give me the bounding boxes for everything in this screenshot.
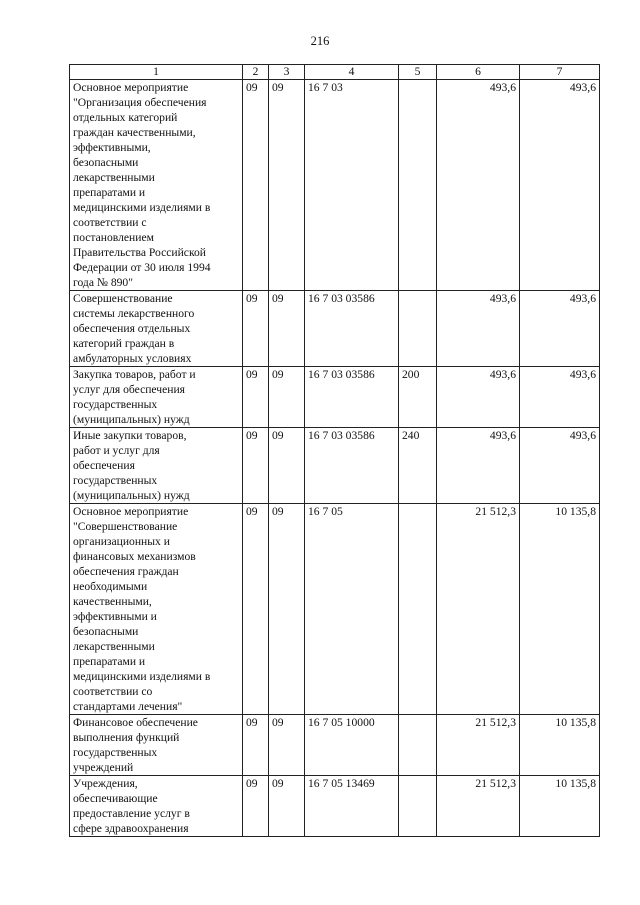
- expense-type-code: 240: [399, 428, 437, 504]
- table-row: [70, 367, 600, 428]
- expense-type-code: [399, 504, 437, 715]
- column-header: 4: [305, 65, 399, 80]
- amount-col7: 10 135,8: [520, 504, 600, 715]
- table-row: [70, 291, 600, 367]
- subsection-code: 09: [269, 776, 305, 837]
- table-row: [70, 776, 600, 837]
- section-code: 09: [243, 715, 269, 776]
- amount-col6: 493,6: [437, 428, 520, 504]
- column-header: 2: [243, 65, 269, 80]
- item-name: Основное мероприятие "Совершенствование организационных и финансовых механизмов обеспечения граждан необходимыми качественными, эффективными и безопасными лекарственными препаратами и медицинскими изделиями в соответствии со стандартами лечения": [70, 504, 243, 715]
- table-row: [70, 715, 600, 776]
- section-code: 09: [243, 504, 269, 715]
- item-name: Финансовое обеспечение выполнения функций государственных учреждений: [70, 715, 243, 776]
- subsection-code: 09: [269, 291, 305, 367]
- column-header: 5: [399, 65, 437, 80]
- amount-col6: 21 512,3: [437, 776, 520, 837]
- section-code: 09: [243, 776, 269, 837]
- amount-col7: 10 135,8: [520, 776, 600, 837]
- expense-type-code: [399, 776, 437, 837]
- column-header: 6: [437, 65, 520, 80]
- item-name: Совершенствование системы лекарственного обеспечения отдельных категорий граждан в амбулаторных условиях: [70, 291, 243, 367]
- column-header: 7: [520, 65, 600, 80]
- amount-col7: 493,6: [520, 291, 600, 367]
- table-row: [70, 428, 600, 504]
- expense-type-code: [399, 80, 437, 291]
- section-code: 09: [243, 80, 269, 291]
- section-code: 09: [243, 428, 269, 504]
- item-name: Закупка товаров, работ и услуг для обеспечения государственных (муниципальных) нужд: [70, 367, 243, 428]
- expense-type-code: [399, 291, 437, 367]
- subsection-code: 09: [269, 715, 305, 776]
- item-name: Иные закупки товаров, работ и услуг для обеспечения государственных (муниципальных) нужд: [70, 428, 243, 504]
- item-name: Учреждения, обеспечивающие предоставление услуг в сфере здравоохранения: [70, 776, 243, 837]
- target-article-code: 16 7 03 03586: [305, 367, 399, 428]
- expense-type-code: 200: [399, 367, 437, 428]
- target-article-code: 16 7 05: [305, 504, 399, 715]
- subsection-code: 09: [269, 367, 305, 428]
- amount-col6: 493,6: [437, 291, 520, 367]
- amount-col6: 21 512,3: [437, 504, 520, 715]
- subsection-code: 09: [269, 428, 305, 504]
- amount-col7: 493,6: [520, 428, 600, 504]
- target-article-code: 16 7 03 03586: [305, 291, 399, 367]
- target-article-code: 16 7 03: [305, 80, 399, 291]
- budget-table: [69, 64, 600, 837]
- subsection-code: 09: [269, 504, 305, 715]
- amount-col7: 493,6: [520, 367, 600, 428]
- section-code: 09: [243, 291, 269, 367]
- column-header: 1: [70, 65, 243, 80]
- target-article-code: 16 7 05 10000: [305, 715, 399, 776]
- header-row: [70, 65, 600, 80]
- amount-col7: 10 135,8: [520, 715, 600, 776]
- amount-col6: 493,6: [437, 80, 520, 291]
- target-article-code: 16 7 03 03586: [305, 428, 399, 504]
- expense-type-code: [399, 715, 437, 776]
- target-article-code: 16 7 05 13469: [305, 776, 399, 837]
- page-number: 216: [310, 34, 330, 48]
- table-row: [70, 504, 600, 715]
- amount-col6: 21 512,3: [437, 715, 520, 776]
- subsection-code: 09: [269, 80, 305, 291]
- table-row: [70, 80, 600, 291]
- amount-col7: 493,6: [520, 80, 600, 291]
- amount-col6: 493,6: [437, 367, 520, 428]
- column-header: 3: [269, 65, 305, 80]
- section-code: 09: [243, 367, 269, 428]
- item-name: Основное мероприятие "Организация обеспечения отдельных категорий граждан качественными, эффективными, безопасными лекарственными препаратами и медицинскими изделиями в соответствии с постановлением Правительства Российской Федерации от 30 июля 1994 года № 890": [70, 80, 243, 291]
